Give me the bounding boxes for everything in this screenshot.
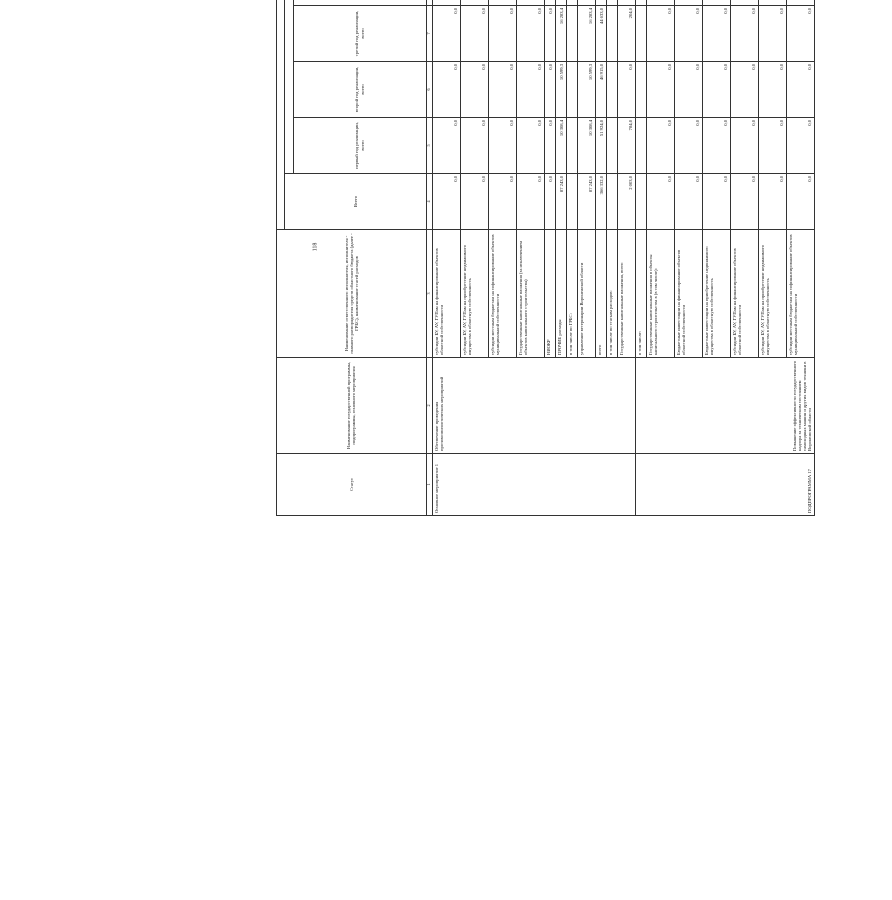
- row-value: [635, 0, 646, 6]
- row-value: [516, 0, 544, 6]
- row-value: 0,0: [702, 6, 730, 62]
- row-value: [606, 174, 617, 230]
- row-value: 0,0: [544, 118, 555, 174]
- header-executor: Наименование ответственного исполнителя, исполнителя - главного распорядителя средств областного бюджета (далее - ГРБС), наименование статей расходов: [277, 230, 427, 358]
- row-value: [635, 118, 646, 174]
- budget-table: [276, 0, 815, 516]
- row-value: 0,0: [646, 118, 674, 174]
- row-value: [577, 0, 595, 6]
- row-value: [566, 62, 577, 118]
- row-label: Государственные капитальные вложения в объекты капитального строительства в (в том числе):: [646, 230, 674, 358]
- row-value: 0,0: [786, 6, 814, 62]
- row-label: управление ветеринарии Воронежской области: [577, 230, 595, 358]
- colnum: 3: [426, 230, 432, 358]
- row-label: НИОКР: [544, 230, 555, 358]
- colnum: 7: [426, 6, 432, 62]
- row-value: 0,0: [758, 174, 786, 230]
- row-value: 0,0: [730, 62, 758, 118]
- colnum: 4: [426, 174, 432, 230]
- row-value: 0,0: [646, 174, 674, 230]
- colnum: 5: [426, 118, 432, 174]
- colnum: 2: [426, 358, 432, 454]
- row-value: [566, 6, 577, 62]
- row-value: 0,0: [432, 118, 460, 174]
- row-value: 0,0: [646, 62, 674, 118]
- row-value: 0,0: [544, 6, 555, 62]
- row-value: 0,0: [786, 118, 814, 174]
- header-y3: третий год реализации, всего: [293, 6, 426, 62]
- budget-table-wrapper: [276, 0, 892, 516]
- row-value: 0,0: [758, 62, 786, 118]
- row-value: 784,0: [617, 118, 635, 174]
- header-row-1: [277, 0, 285, 516]
- row-value: [702, 0, 730, 6]
- row-value: 0,0: [544, 62, 555, 118]
- row-value: [606, 0, 617, 6]
- row-value: 51 924,0: [595, 118, 606, 174]
- row-value: [566, 0, 577, 6]
- row-value: 0,0: [646, 6, 674, 62]
- row-value: [544, 0, 555, 6]
- row-label: Бюджетные инвестиции на приобретение недвижимого имущества в областную собственность: [702, 230, 730, 358]
- row-label: Государственные капитальные вложения, всего: [617, 230, 635, 358]
- row-label: в том числе по статьям расходов:: [606, 230, 617, 358]
- row-value: 10 308,4: [555, 118, 566, 174]
- table-body: [432, 0, 814, 516]
- row-value: 44 633,0: [595, 6, 606, 62]
- colnum: 6: [426, 62, 432, 118]
- row-value: [606, 118, 617, 174]
- row-value: [488, 0, 516, 6]
- row-value: 0,0: [516, 174, 544, 230]
- row-value: 87 243,0: [577, 174, 595, 230]
- row-label: всего: [595, 230, 606, 358]
- header-y4: [293, 0, 426, 6]
- row-label: в том числе по ГРБС:: [566, 230, 577, 358]
- row-value: 0,0: [674, 62, 702, 118]
- row-value: 0,0: [488, 174, 516, 230]
- row-value: 0,0: [432, 62, 460, 118]
- row-value: 2 003,0: [617, 174, 635, 230]
- row-value: [758, 0, 786, 6]
- row-value: [635, 6, 646, 62]
- row-value: [635, 62, 646, 118]
- row-value: 0,0: [702, 174, 730, 230]
- row-value: 87 243,0: [555, 174, 566, 230]
- row-label: субсидии БУ, АУ, ГУПам на финансирование объектов областной собственности: [432, 230, 460, 358]
- row-value: 0,0: [674, 174, 702, 230]
- row-value: 0,0: [460, 62, 488, 118]
- row-value: 0,0: [544, 174, 555, 230]
- row-label: субсидии БУ, АУ, ГУПам на приобретение недвижимого имущества в областную собственность: [460, 230, 488, 358]
- row-label: субсидии БУ, АУ, ГУПам на приобретение недвижимого имущества в областную собственность: [758, 230, 786, 358]
- row-value: 10 308,4: [577, 118, 595, 174]
- row-value: [595, 0, 606, 6]
- row-value: 204,0: [617, 6, 635, 62]
- row-value: 0,0: [674, 118, 702, 174]
- row-value: [617, 0, 635, 6]
- row-label: субсидии БУ, АУ, ГУПам на финансирование объектов областной собственности: [730, 230, 758, 358]
- row-value: 10 599,3: [577, 62, 595, 118]
- row-label: в том числе:: [635, 230, 646, 358]
- header-total: Всего: [285, 174, 427, 230]
- row-value: 0,0: [786, 174, 814, 230]
- row-label: Государственные капитальные вложения (за исключением объектов капитального строительства): [516, 230, 544, 358]
- colnum: 1: [426, 454, 432, 516]
- row-value: 0,0: [730, 6, 758, 62]
- row-value: 0,0: [516, 62, 544, 118]
- row-value: [606, 6, 617, 62]
- row-value: 0,0: [758, 118, 786, 174]
- row-value: [646, 0, 674, 6]
- row-value: 16 283,4: [555, 6, 566, 62]
- row-program-name: Повышение эффективности государственного надзора за техническим состоянием самоходных машин и других видов техники в Воронежской области: [635, 358, 814, 454]
- row-status: Основное мероприятие 1: [432, 454, 635, 516]
- table-row: [635, 0, 646, 516]
- row-value: [460, 0, 488, 6]
- row-value: [674, 0, 702, 6]
- row-value: [566, 174, 577, 230]
- row-value: [566, 118, 577, 174]
- row-value: 0,0: [460, 174, 488, 230]
- header-expenses-group: [277, 0, 285, 230]
- header-program-name: Наименование государственной программы, подпрограммы, основного мероприятия: [277, 358, 427, 454]
- row-value: 0,0: [758, 6, 786, 62]
- row-value: 0,0: [488, 62, 516, 118]
- header-y2: второй год реализации, всего: [293, 62, 426, 118]
- row-value: 366 332,0: [595, 174, 606, 230]
- row-value: [555, 0, 566, 6]
- row-label: субсидии местным бюджетам на софинансирование объектов муниципальной собственности: [786, 230, 814, 358]
- header-y1: первый год реализации, всего: [293, 118, 426, 174]
- row-value: 0,0: [786, 62, 814, 118]
- row-value: [432, 0, 460, 6]
- row-value: [730, 0, 758, 6]
- row-value: 0,0: [730, 174, 758, 230]
- row-value: 0,0: [516, 6, 544, 62]
- row-value: 0,0: [702, 62, 730, 118]
- row-value: 0,0: [516, 118, 544, 174]
- row-status: ПОДПРОГРАММА 17: [635, 454, 814, 516]
- header-status: Статус: [277, 454, 427, 516]
- row-label: ПРОЧИЕ расходы: [555, 230, 566, 358]
- row-value: 0,0: [617, 62, 635, 118]
- row-value: 0,0: [460, 6, 488, 62]
- row-value: 10 599,3: [555, 62, 566, 118]
- table-row: [432, 0, 460, 516]
- row-value: 0,0: [730, 118, 758, 174]
- row-value: 46 915,0: [595, 62, 606, 118]
- row-label: Бюджетные инвестиции на финансирование объектов областной собственности: [674, 230, 702, 358]
- row-value: [786, 0, 814, 6]
- row-value: [606, 62, 617, 118]
- header-including-years: [285, 0, 293, 174]
- row-value: 0,0: [702, 118, 730, 174]
- row-value: 0,0: [488, 6, 516, 62]
- page-number: 118: [312, 242, 319, 252]
- row-value: [635, 174, 646, 230]
- row-value: 0,0: [488, 118, 516, 174]
- row-value: 0,0: [432, 174, 460, 230]
- row-label: субсидии местным бюджетам на софинансирование объектов муниципальной собственности: [488, 230, 516, 358]
- row-value: 0,0: [460, 118, 488, 174]
- row-value: 16 283,4: [577, 6, 595, 62]
- row-value: 0,0: [674, 6, 702, 62]
- row-program-name: Обеспечение проведения противоэпизоотических мероприятий: [432, 358, 635, 454]
- row-value: 0,0: [432, 6, 460, 62]
